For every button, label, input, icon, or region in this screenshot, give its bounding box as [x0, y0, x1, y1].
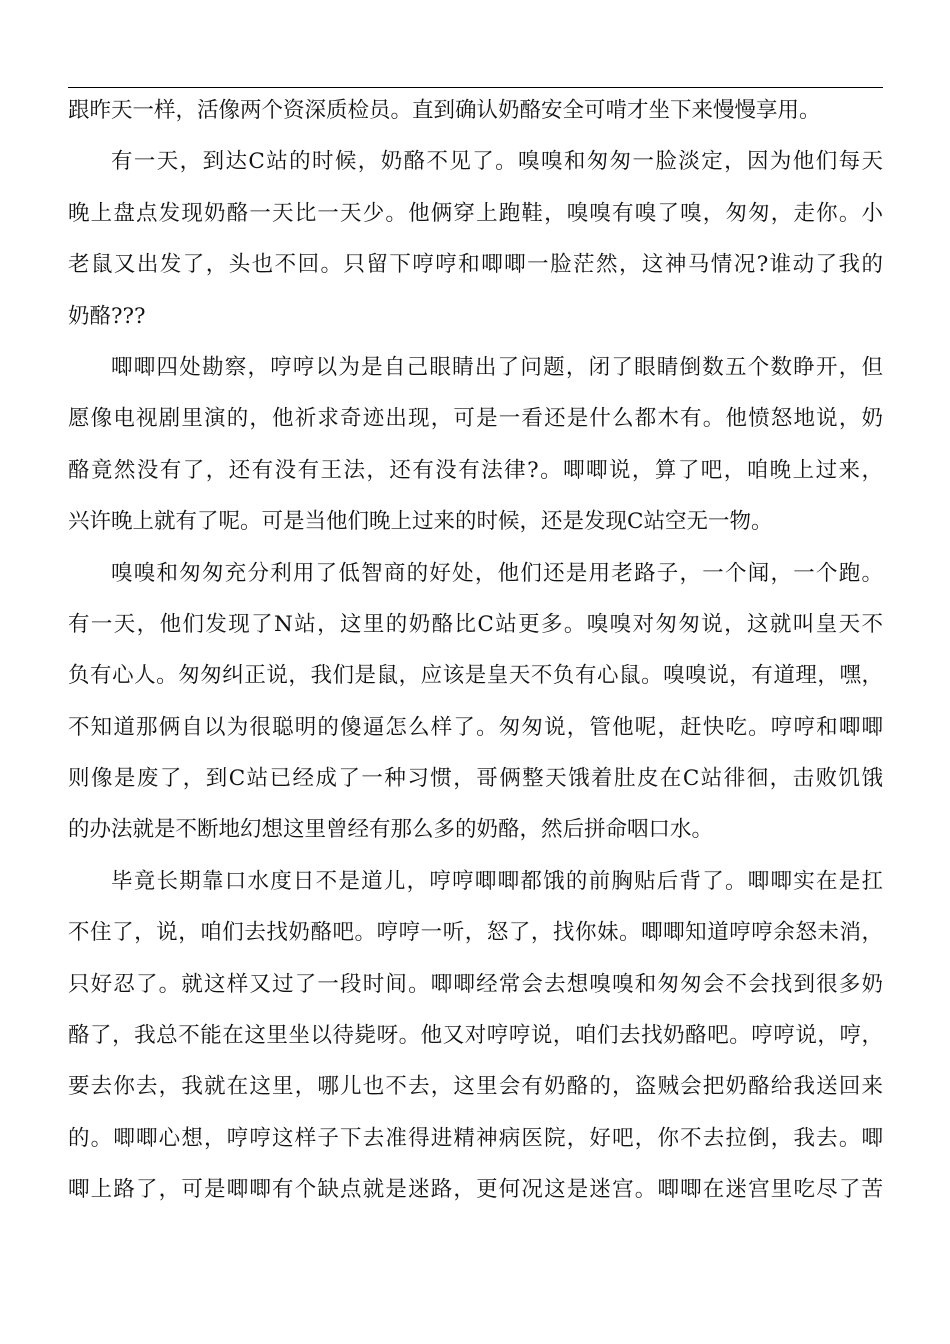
text-line: 则像是废了，到C站已经成了一种习惯，哥俩整天饿着肚皮在C站徘徊，击败饥饿: [68, 766, 883, 792]
text-line: 只好忍了。就这样又过了一段时间。唧唧经常会去想嗅嗅和匆匆会不会找到很多奶: [68, 971, 883, 997]
header-rule: [68, 87, 883, 88]
text-line: 不住了，说，咱们去找奶酪吧。哼哼一听，怒了，找你妹。唧唧知道哼哼余怒未消，: [68, 920, 883, 946]
text-line: 愿像电视剧里演的，他祈求奇迹出现，可是一看还是什么都木有。他愤怒地说，奶: [68, 406, 883, 432]
text-line: 嗅嗅和匆匆充分利用了低智商的好处，他们还是用老路子，一个闻，一个跑。: [111, 560, 883, 586]
text-line: 兴许晚上就有了呢。可是当他们晚上过来的时候，还是发现C站空无一物。: [68, 509, 773, 535]
text-line: 奶酪???: [68, 303, 146, 329]
body-text: [68, 92, 883, 1223]
text-line: 要去你去，我就在这里，哪儿也不去，这里会有奶酪的，盗贼会把奶酪给我送回来: [68, 1074, 883, 1100]
text-line: 毕竟长期靠口水度日不是道儿，哼哼唧唧都饿的前胸贴后背了。唧唧实在是扛: [111, 868, 883, 894]
text-line: 有一天，他们发现了N站，这里的奶酪比C站更多。嗅嗅对匆匆说，这就叫皇天不: [68, 611, 883, 637]
text-line: 不知道那俩自以为很聪明的傻逼怎么样了。匆匆说，管他呢，赶快吃。哼哼和唧唧: [68, 714, 883, 740]
text-line: 唧唧四处勘察，哼哼以为是自己眼睛出了问题，闭了眼睛倒数五个数睁开，但: [111, 354, 883, 380]
text-line: 唧上路了，可是唧唧有个缺点就是迷路，更何况这是迷宫。唧唧在迷宫里吃尽了苦: [68, 1177, 883, 1203]
text-line: 有一天，到达C站的时候，奶酪不见了。嗅嗅和匆匆一脸淡定，因为他们每天: [111, 149, 883, 175]
text-line: 负有心人。匆匆纠正说，我们是鼠，应该是皇天不负有心鼠。嗅嗅说，有道理，嘿，: [68, 663, 883, 689]
text-line: 酪了，我总不能在这里坐以待毙呀。他又对哼哼说，咱们去找奶酪吧。哼哼说，哼，: [68, 1023, 883, 1049]
text-line: 晚上盘点发现奶酪一天比一天少。他俩穿上跑鞋，嗅嗅有嗅了嗅，匆匆，走你。小: [68, 200, 883, 226]
text-line: 酪竟然没有了，还有没有王法，还有没有法律?。唧唧说，算了吧，咱晚上过来，: [68, 457, 883, 483]
text-line: 的办法就是不断地幻想这里曾经有那么多的奶酪，然后拼命咽口水。: [68, 817, 714, 843]
text-line: 的。唧唧心想，哼哼这样子下去准得进精神病医院，好吧，你不去拉倒，我去。唧: [68, 1125, 883, 1151]
text-line: 跟昨天一样，活像两个资深质检员。直到确认奶酪安全可啃才坐下来慢慢享用。: [68, 98, 821, 123]
text-line: 老鼠又出发了，头也不回。只留下哼哼和唧唧一脸茫然，这神马情况?谁动了我的: [68, 252, 883, 278]
